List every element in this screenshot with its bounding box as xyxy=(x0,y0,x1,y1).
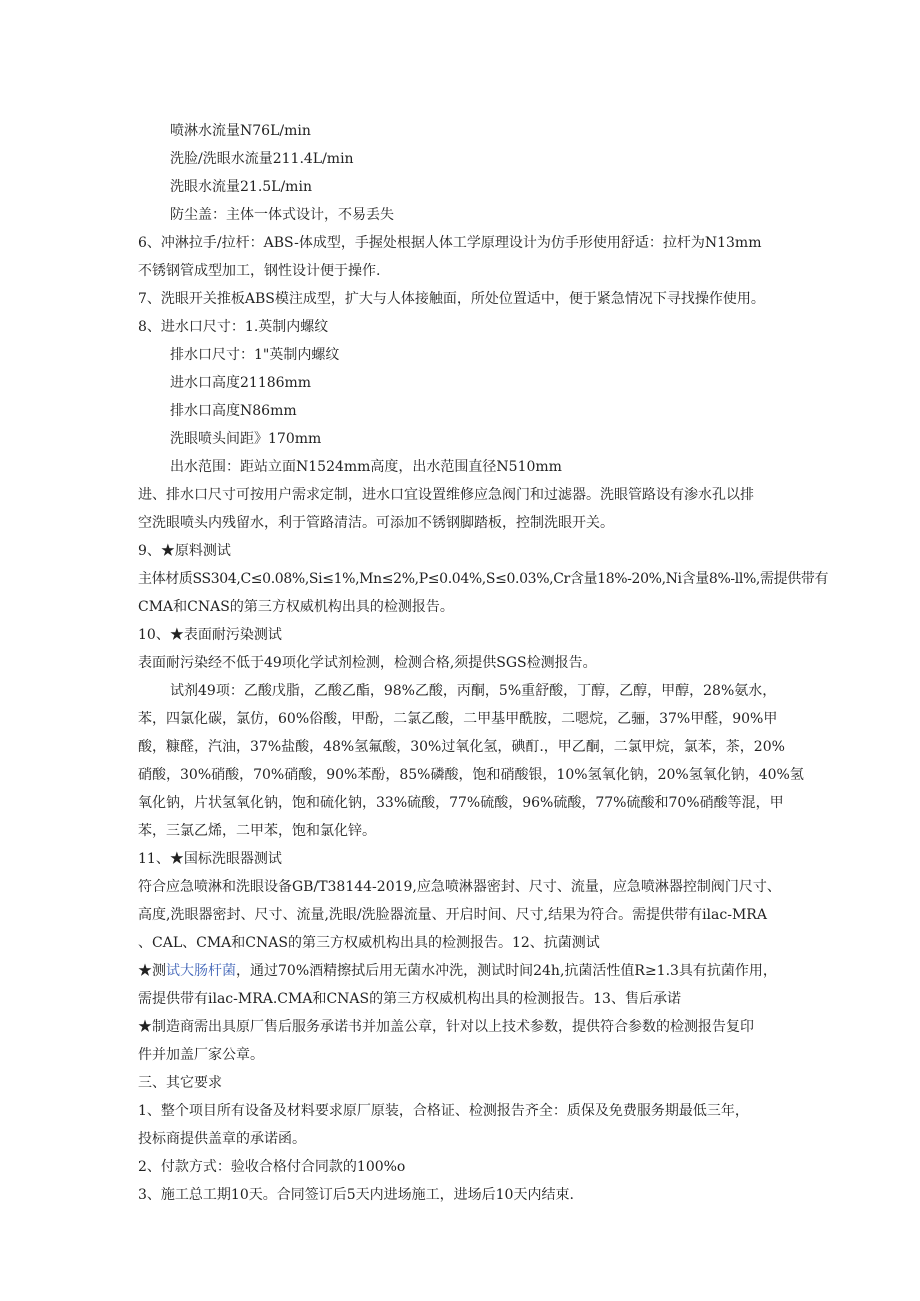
antibac-rest-text: 通过70%酒精擦拭后用无菌水冲洗，测试时间24h,抗菌活性值R≥1.3具有抗菌作用， xyxy=(250,963,777,979)
text-line: 洗眼水流量21.5L/min xyxy=(170,179,312,195)
text-line: 进、排水口尺寸可按用户需求定制，进水口宜设置维修应急阀门和过滤器。洗眼管路设有渗水孔以排 xyxy=(138,487,754,503)
text-line: 6、冲淋拉手/拉杆：ABS-体成型，手握处根据人体工学原理设计为仿手形使用舒适：拉杆为N13mm xyxy=(138,235,762,251)
text-line: 出水范围：距站立面N1524mm高度，出水范围直径N510mm xyxy=(170,459,562,475)
text-line: 3、施工总工期10天。合同签订后5天内进场施工，进场后10天内结束. xyxy=(138,1187,574,1203)
text-line: CMA和CNAS的第三方权威机构出具的检测报告。 xyxy=(138,599,454,615)
text-line: 试剂49项：乙酸戊脂，乙酸乙酯，98%乙酸，丙酮，5%重舒酸，丁醇，乙醇，甲醇，28%氨水， xyxy=(170,683,777,699)
text-line: 不锈钢管成型加工，钢性设计便于操作. xyxy=(138,263,381,279)
text-line: 需提供带有ilac-MRA.CMA和CNAS的第三方权威机构出具的检测报告。13、售后承诺 xyxy=(138,991,681,1007)
text-line xyxy=(138,961,777,981)
text-line: 主体材质SS304,C≤0.08%,Si≤1%,Mn≤2%,P≤0.04%,S≤0.03%,Cr含量18%-20%,Ni含量8%-ll%,需提供带有 xyxy=(138,571,829,587)
organism-text: 试大肠杆菌 xyxy=(166,963,236,979)
text-line: 苯，四氯化碳，氯仿，60%俗酸，甲酚，二氯乙酸，二甲基甲酰胺，二嗯烷，乙骊，37%甲醛，90%甲 xyxy=(138,711,778,727)
text-line: 硝酸，30%硝酸，70%硝酸，90%苯酚，85%磷酸，饱和硝酸银，10%氢氧化钠，20%氢氧化钠，40%氢 xyxy=(138,767,804,783)
text-line: 8、进水口尺寸：1.英制内螺纹 xyxy=(138,319,329,335)
text-line: 投标商提供盖章的承诺函。 xyxy=(138,1131,306,1147)
text-line: 苯，三氯乙烯，二甲苯，饱和氯化锌。 xyxy=(138,823,376,839)
text-line: 1、整个项目所有设备及材料要求原厂原装，合格证、检测报告齐全：质保及免费服务期最低三年， xyxy=(138,1103,749,1119)
text-line: 符合应急喷淋和洗眼设备GB/T38144-2019,应急喷淋器密封、尺寸、流量，应急喷淋器控制阀门尺寸、 xyxy=(138,879,781,895)
section-heading: 三、其它要求 xyxy=(138,1075,222,1091)
text-line: ★制造商需出具原厂售后服务承诺书并加盖公章，针对以上技术参数，提供符合参数的检测报告复印 xyxy=(138,1019,754,1035)
text-line: 防尘盖：主体一体式设计，不易丢失 xyxy=(170,207,394,223)
section-heading: 9、★原料测试 xyxy=(138,543,231,559)
separator-text: ， xyxy=(236,963,250,979)
section-heading: 11、★国标洗眼器测试 xyxy=(138,851,282,867)
text-line: 洗眼喷头间距》170mm xyxy=(170,431,322,447)
text-line: 酸，糠醛，汽油，37%盐酸，48%氢氟酸，30%过氧化氢，碘酊.，甲乙酮，二氯甲烷，氯苯，茶，20% xyxy=(138,739,785,755)
text-line: 洗脸/洗眼水流量211.4L/min xyxy=(170,151,354,167)
text-line: 表面耐污染经不低于49项化学试剂检测，检测合格,须提供SGS检测报告。 xyxy=(138,655,597,671)
text-line: 、CAL、CMA和CNAS的第三方权威机构出具的检测报告。12、抗菌测试 xyxy=(138,935,600,951)
text-line: 喷淋水流量N76L/min xyxy=(170,123,311,139)
text-line: 7、洗眼开关推板ABS模注成型，扩大与人体接触面，所处位置适中，便于紧急情况下寻找操作使用。 xyxy=(138,291,765,307)
text-line: 排水口高度N86mm xyxy=(170,403,297,419)
text-line: 2、付款方式：验收合格付合同款的100%o xyxy=(138,1159,406,1175)
text-line: 高度,洗眼器密封、尺寸、流量,洗眼/洗脸器流量、开启时间、尺寸,结果为符合。需提供带有ilac-MRA xyxy=(138,907,767,923)
text-line: 进水口高度21186mm xyxy=(170,375,312,391)
text-line: 排水口尺寸：1"英制内螺纹 xyxy=(170,347,340,363)
text-line: 空洗眼喷头内残留水，利于管路清洁。可添加不锈钢脚踏板，控制洗眼开关。 xyxy=(138,515,614,531)
text-line: 件并加盖厂家公章。 xyxy=(138,1047,264,1063)
star-test-text: ★测 xyxy=(138,963,166,979)
section-heading: 10、★表面耐污染测试 xyxy=(138,627,282,643)
text-line: 氧化钠，片状氢氧化钠，饱和硫化钠，33%硫酸，77%硫酸，96%硫酸，77%硫酸和70%硝酸等混，甲 xyxy=(138,795,784,811)
